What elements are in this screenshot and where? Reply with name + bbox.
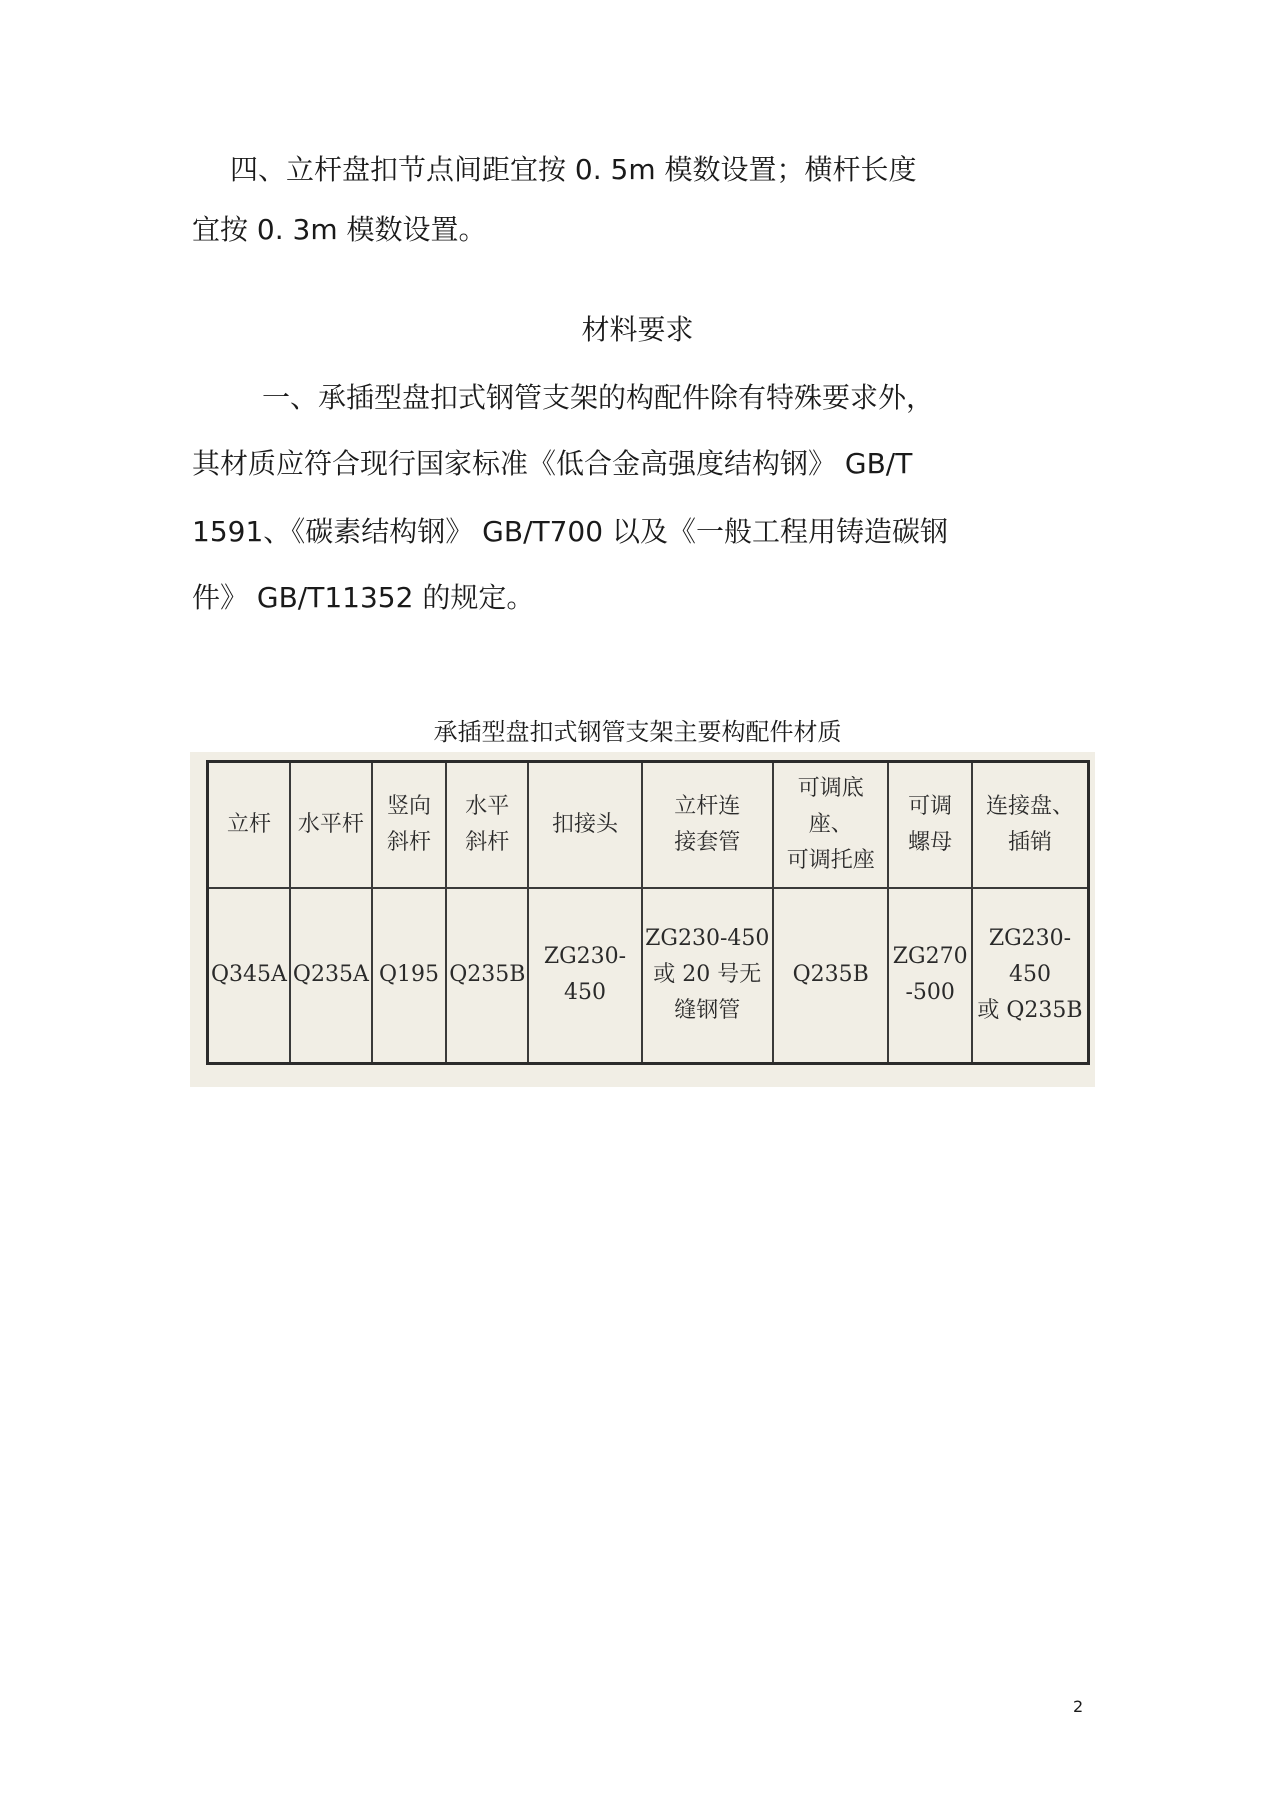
cell-text: 可调 [908, 793, 953, 819]
text-line: 宜按 0. 3m 模数设置。 [192, 213, 487, 246]
cell-text: ZG230-450 [645, 926, 770, 952]
table-row [208, 888, 1089, 1064]
page-number: 2 [1073, 1697, 1084, 1716]
cell-text: -500 [905, 980, 955, 1006]
cell-text: 可调底座、 [797, 775, 864, 837]
cell-text: 缝钢管 [674, 998, 741, 1024]
cell-text: 可调托座 [786, 847, 875, 873]
cell-text: 接套管 [674, 829, 741, 855]
cell-text: 连接盘、 [985, 793, 1074, 819]
text-line: 1591、《碳素结构钢》 GB/T700 以及《一般工程用铸造碳钢 [192, 515, 948, 548]
cell-text: 或 Q235B [977, 998, 1083, 1024]
table-cell [528, 888, 641, 1064]
table-cell [888, 888, 971, 1064]
cell-text: 或 20 号无 [653, 962, 762, 988]
table-header-cell [972, 762, 1089, 888]
cell-text: Q235B [792, 962, 869, 988]
cell-text: 水平 [465, 793, 510, 819]
cell-text: Q235A [292, 962, 369, 988]
cell-text: 斜杆 [465, 829, 510, 855]
table-cell [773, 888, 888, 1064]
cell-text: 水平杆 [297, 811, 364, 837]
text-line: 件》 GB/T11352 的规定。 [192, 581, 535, 614]
text-line: 一、承插型盘扣式钢管支架的构配件除有特殊要求外， [262, 381, 935, 414]
cell-text: ZG230-450 [543, 944, 627, 1006]
cell-text: 立杆 [226, 811, 271, 837]
cell-text: Q345A [211, 962, 287, 988]
table-header-cell [290, 762, 372, 888]
cell-text: 斜杆 [387, 829, 432, 855]
table-header-cell [773, 762, 888, 888]
cell-text: 立杆连 [674, 793, 741, 819]
cell-text: 扣接头 [551, 811, 618, 837]
cell-text: ZG270 [892, 944, 968, 970]
table-cell [208, 888, 290, 1064]
table-header-cell [208, 762, 290, 888]
table-cell [642, 888, 773, 1064]
table-cell [372, 888, 446, 1064]
cell-text: 螺母 [908, 829, 953, 855]
table-header-row [208, 762, 1089, 888]
table-header-cell [888, 762, 971, 888]
text-line: 其材质应符合现行国家标准《低合金高强度结构钢》 GB/T [192, 447, 913, 480]
cell-text: 竖向 [387, 793, 432, 819]
table-header-cell [372, 762, 446, 888]
section-title: 材料要求 [581, 313, 694, 346]
cell-text: ZG230-450 [988, 926, 1072, 988]
table-cell [972, 888, 1089, 1064]
table-header-cell [528, 762, 641, 888]
table-cell [446, 888, 528, 1064]
table-cell [290, 888, 372, 1064]
text-line: 四、立杆盘扣节点间距宜按 0. 5m 模数设置；横杆长度 [230, 153, 917, 186]
table-header-cell [446, 762, 528, 888]
materials-table [206, 760, 1090, 1065]
cell-text: 插销 [1007, 829, 1052, 855]
cell-text: Q195 [379, 962, 440, 988]
table-header-cell [642, 762, 773, 888]
table-caption: 承插型盘扣式钢管支架主要构配件材质 [433, 718, 842, 746]
cell-text: Q235B [449, 962, 526, 988]
